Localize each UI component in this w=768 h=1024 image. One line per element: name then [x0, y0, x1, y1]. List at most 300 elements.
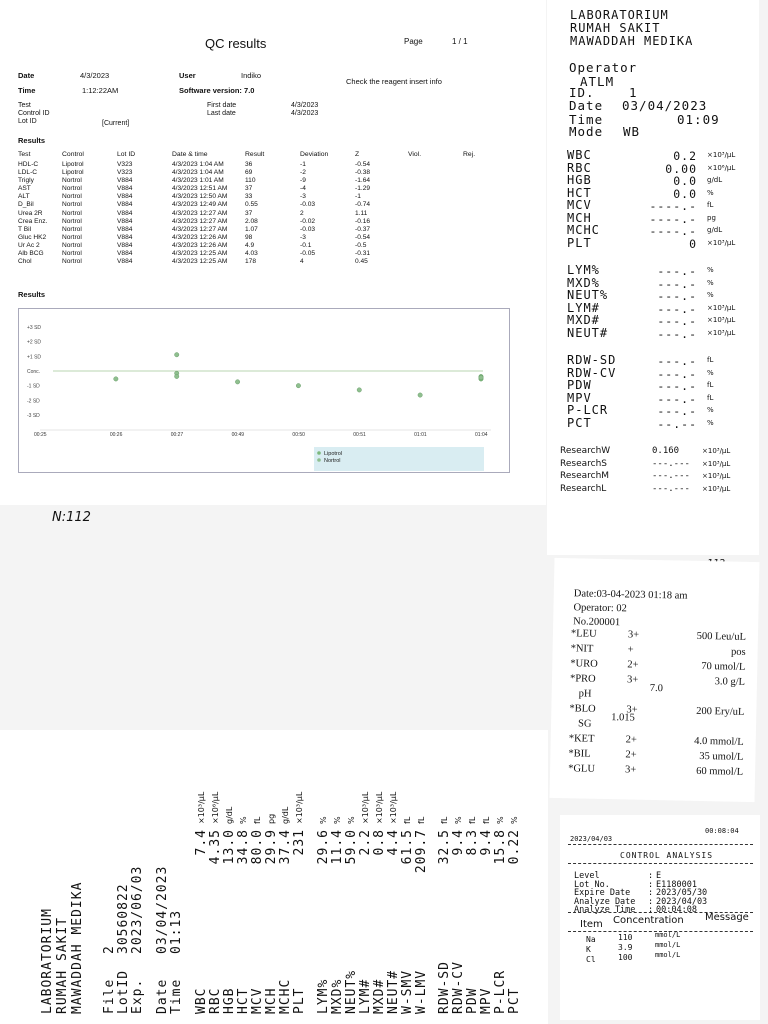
parameter-unit: fL: [707, 381, 714, 389]
research-unit: ×10³/µL: [702, 472, 731, 480]
receipt-field-value: 2023/04/03: [656, 896, 708, 907]
table-cell: V884: [117, 193, 133, 201]
parameter-value: ---.-: [657, 326, 697, 341]
parameter-unit: %: [510, 816, 519, 824]
parameter-value: 8.3: [465, 829, 480, 856]
parameter-unit: ×10³/µL: [707, 316, 736, 324]
table-cell: -0.38: [355, 169, 371, 177]
date-label: Date: [18, 71, 35, 80]
table-cell: 178: [245, 258, 257, 266]
parameter-unit: g/dL: [281, 806, 290, 824]
table-cell: Nortrol: [62, 233, 82, 241]
table-cell: [463, 161, 493, 169]
table-cell: V884: [117, 250, 133, 258]
table-cell: AST: [18, 185, 31, 193]
x-tick-label: 00:49: [231, 432, 245, 438]
divider-line: [568, 863, 753, 864]
table-cell: [463, 226, 493, 234]
receipt-field-label: ID.: [569, 85, 595, 100]
electrolyte-control-receipt: [560, 815, 760, 1020]
page-title: QC results: [205, 36, 267, 51]
urine-param-name: *PRO: [569, 673, 596, 685]
urine-param-value: 3.0 g/L: [714, 676, 746, 688]
table-cell: Urea 2R: [18, 209, 43, 217]
lab-name-line: RUMAH SAKIT: [570, 21, 661, 35]
table-cell: V884: [117, 177, 133, 185]
parameter-value: ----.-: [649, 199, 697, 213]
parameter-name: LYM%: [567, 263, 600, 277]
receipt-field-colon: :: [648, 879, 654, 890]
data-point-nortrol: [114, 377, 118, 381]
x-tick-label: 00:27: [170, 432, 184, 438]
parameter-name: RDW-SD: [437, 961, 452, 1014]
parameter-unit: ×10³/µL: [707, 151, 736, 159]
receipt-field-value: WB: [623, 124, 641, 139]
urine-param-name: *KET: [568, 733, 595, 745]
table-cell: -2: [300, 169, 306, 177]
column-header: Concentration: [613, 915, 684, 926]
table-cell: 98: [245, 233, 253, 241]
table-cell: [408, 177, 463, 185]
data-point-nortrol: [357, 388, 361, 392]
parameter-name: MXD%: [330, 978, 345, 1014]
software-version: Software version: 7.0: [179, 86, 255, 95]
y-tick-label: Conc.: [27, 369, 41, 375]
table-cell: [408, 226, 463, 234]
receipt-field-value: 01:09: [677, 112, 720, 127]
parameter-name: HGB: [222, 987, 237, 1014]
parameter-unit: %: [239, 816, 248, 824]
receipt-field-value: ATLM: [580, 74, 615, 89]
table-cell: -1.64: [355, 177, 371, 185]
parameter-value: 0.0: [673, 174, 697, 188]
electrolyte-item: Na: [586, 935, 596, 944]
electrolyte-value: 100: [618, 953, 633, 962]
parameter-name: MXD#: [567, 313, 600, 327]
x-tick-label: 00:50: [292, 432, 305, 438]
column-header: Message: [705, 912, 749, 923]
table-cell: 1.11: [355, 209, 368, 217]
table-cell: 4.9: [245, 241, 255, 249]
parameter-value: 209.7: [414, 829, 429, 874]
receipt-field-value: 00:04:08: [656, 905, 697, 915]
control-id-label: Control ID: [18, 110, 50, 117]
table-cell: 4/3/2023 12:25 AM: [172, 258, 228, 266]
table-cell: Nortrol: [62, 201, 82, 209]
receipt-field-value: 03/04/2023: [622, 98, 708, 113]
research-unit: ×10³/µL: [702, 447, 731, 455]
y-tick-label: +3 SD: [27, 325, 42, 331]
parameter-unit: ×10³/µL: [707, 238, 736, 247]
receipt-field-value: 01:13: [169, 909, 184, 954]
column-header: Item: [580, 919, 603, 930]
table-cell: Nortrol: [62, 241, 82, 249]
x-tick-label: 00:51: [353, 432, 366, 438]
table-row: [18, 161, 493, 169]
table-cell: [408, 234, 463, 242]
table-row: [18, 218, 493, 226]
x-tick-label: 01:01: [414, 432, 427, 438]
urine-param-value: 500 Leu/uL: [696, 630, 747, 643]
parameter-unit: fL: [253, 816, 262, 824]
receipt-field-label: Time: [569, 112, 604, 127]
table-cell: Trigly: [18, 177, 34, 185]
electrolyte-value: 3.9: [618, 943, 633, 952]
electrolyte-item: Cl: [586, 955, 596, 964]
parameter-value: ---.-: [657, 379, 697, 393]
parameter-value: 2.2: [358, 829, 373, 856]
lab-name-line: MAWADDAH MEDIKA: [70, 881, 85, 1014]
hematology-receipt-rotated-content: [0, 730, 548, 1024]
table-cell: 1.07: [245, 225, 258, 233]
research-value: ---.---: [652, 483, 690, 494]
receipt-field-label: Exp.: [130, 978, 145, 1014]
parameter-value: ---.-: [657, 301, 697, 316]
lab-name-line: MAWADDAH MEDIKA: [570, 34, 694, 48]
receipt-field-colon: :: [648, 905, 654, 915]
data-point-nortrol: [175, 353, 179, 357]
table-cell: -0.74: [355, 201, 371, 209]
receipt-field-label: LotID: [116, 969, 131, 1014]
data-point-nortrol: [296, 383, 300, 387]
parameter-name: MCHC: [567, 223, 600, 237]
urine-param-grade: 2+: [627, 659, 639, 671]
qc-levey-jennings-chart: [19, 309, 509, 472]
table-cell: [463, 185, 493, 193]
parameter-unit: pg: [267, 813, 276, 824]
parameter-unit: ×10³/µL: [375, 791, 384, 824]
legend-marker: [317, 451, 321, 455]
electrolyte-unit: mmol/L: [655, 931, 681, 939]
parameter-unit: ×10³/µL: [707, 328, 736, 337]
receipt-field-colon: :: [648, 896, 654, 907]
parameter-name: HCT: [236, 987, 251, 1014]
parameter-name: MXD#: [372, 978, 387, 1014]
parameter-name: NEUT%: [344, 969, 359, 1014]
urine-param-value: pos: [730, 646, 746, 658]
parameter-value: ---.-: [657, 314, 697, 328]
table-cell: Nortrol: [62, 185, 82, 193]
parameter-unit: ×10³/µL: [295, 791, 304, 824]
lab-name-line: LABORATORIUM: [570, 8, 669, 22]
parameter-value: 0.2: [673, 149, 697, 163]
receipt-date: Date:03-04-2023 01:18 am: [573, 588, 688, 602]
urine-param-value: 200 Ery/uL: [696, 705, 745, 718]
table-cell: [463, 201, 493, 209]
column-header: Lot ID: [117, 151, 136, 158]
table-cell: 4/3/2023 1:04 AM: [172, 161, 224, 168]
table-cell: 4.03: [245, 250, 258, 258]
table-cell: 37: [245, 209, 253, 217]
user-label: User: [179, 71, 196, 80]
research-name: ResearchS: [560, 458, 607, 469]
parameter-unit: fL: [440, 816, 449, 824]
table-cell: 4/3/2023 12:27 AM: [172, 217, 228, 225]
receipt-heading: CONTROL ANALYSIS: [620, 851, 714, 860]
table-cell: 4/3/2023 1:01 AM: [172, 177, 224, 185]
table-row: [18, 226, 493, 234]
urine-param-grade: 3+: [627, 629, 640, 641]
table-cell: Lipotrol: [62, 161, 84, 168]
table-cell: Alb BCG: [18, 250, 44, 258]
parameter-value: 29.9: [264, 829, 279, 865]
y-tick-label: -2 SD: [27, 398, 40, 405]
qc-results-sheet: [0, 0, 546, 525]
table-cell: Nortrol: [62, 193, 82, 201]
parameter-unit: g/dL: [707, 226, 723, 234]
parameter-unit: %: [707, 368, 714, 377]
table-cell: D_Bil: [18, 201, 34, 209]
table-cell: V884: [117, 233, 133, 241]
table-row: [18, 234, 493, 242]
parameter-value: 231: [292, 829, 307, 856]
research-name: ResearchM: [560, 471, 610, 481]
column-header: Rej.: [463, 151, 476, 158]
table-row: [18, 258, 493, 266]
urine-param-value: 70 umol/L: [701, 660, 746, 673]
table-cell: 4/3/2023 12:27 AM: [172, 225, 228, 233]
parameter-name: PLT: [292, 987, 307, 1014]
parameter-value: 9.4: [451, 829, 466, 856]
urine-param-name: *BLO: [569, 703, 596, 715]
urine-param-name: *LEU: [570, 628, 597, 640]
parameter-unit: g/dL: [225, 806, 234, 824]
parameter-value: 0.8: [372, 829, 387, 856]
parameter-value: 7.4: [194, 829, 209, 856]
parameter-unit: fL: [707, 356, 714, 364]
parameter-name: HCT: [567, 185, 592, 200]
table-cell: Nortrol: [62, 258, 82, 266]
receipt-field-label: Expire Date: [574, 888, 631, 898]
receipt-field-label: Mode: [569, 124, 604, 139]
parameter-value: 15.8: [493, 829, 508, 865]
table-cell: 4/3/2023 1:04 AM: [172, 169, 224, 177]
parameter-name: W-LMV: [414, 969, 429, 1014]
hematology-receipt: [547, 0, 759, 555]
parameter-unit: fL: [707, 201, 714, 209]
reagent-note: Check the reagent insert info: [346, 77, 442, 86]
table-cell: -0.03: [300, 201, 316, 209]
parameter-value: ---.-: [657, 289, 697, 303]
parameter-name: LYM#: [358, 978, 373, 1014]
urine-param-name: *URO: [570, 658, 598, 670]
test-label: Test: [18, 102, 31, 109]
parameter-value: 61.5: [400, 829, 415, 865]
urine-param-grade: +: [627, 644, 634, 656]
table-cell: [408, 185, 463, 193]
divider-line: [568, 844, 753, 845]
time-value: 1:12:22AM: [82, 86, 119, 95]
results-heading: Results: [18, 136, 46, 145]
table-row: [18, 177, 493, 185]
parameter-value: ----.-: [649, 211, 697, 226]
research-unit: ×10³/µL: [702, 459, 731, 468]
parameter-name: MCV: [567, 198, 592, 212]
parameter-name: MCH: [567, 210, 592, 225]
table-cell: -4: [300, 185, 306, 193]
lot-id-value: [Current]: [102, 120, 130, 127]
urine-param-value: 4.0 mmol/L: [694, 735, 744, 748]
receipt-date: 2023/04/03: [570, 835, 613, 843]
parameter-name: RBC: [208, 987, 223, 1014]
parameter-unit: %: [707, 418, 714, 427]
receipt-field-label: Operator: [569, 60, 638, 75]
y-tick-label: -3 SD: [27, 413, 40, 419]
urine-param-value: 60 mmol/L: [696, 765, 744, 778]
parameter-unit: %: [707, 406, 714, 414]
parameter-unit: ×10⁶/µL: [707, 163, 736, 172]
table-cell: 4/3/2023 12:50 AM: [172, 193, 228, 201]
electrolyte-item: K: [586, 945, 591, 954]
table-cell: ALT: [18, 193, 30, 201]
y-tick-label: +1 SD: [27, 354, 42, 361]
table-cell: Gluc HK2: [18, 233, 47, 241]
parameter-value: 80.0: [250, 829, 265, 865]
last-date-value: 4/3/2023: [291, 110, 319, 117]
parameter-name: MPV: [567, 390, 592, 405]
table-cell: 0.45: [355, 258, 368, 266]
column-header: Test: [18, 151, 31, 158]
table-cell: -1: [300, 161, 306, 168]
table-cell: V884: [117, 241, 133, 249]
table-cell: LDL-C: [18, 169, 38, 177]
parameter-value: 0.00: [665, 161, 697, 176]
parameter-value: ---.-: [657, 276, 697, 291]
time-label: Time: [18, 86, 36, 95]
parameter-unit: %: [319, 816, 328, 824]
table-cell: V884: [117, 185, 133, 193]
electrolyte-unit: mmol/L: [655, 951, 681, 959]
table-cell: 4/3/2023 12:27 AM: [172, 209, 228, 217]
parameter-name: RDW-SD: [567, 353, 617, 367]
urine-param-grade: 3+: [626, 674, 639, 686]
urine-param-value: 35 umol/L: [699, 750, 744, 763]
parameter-name: NEUT%: [567, 288, 609, 302]
column-header: Deviation: [300, 151, 329, 158]
parameter-value: --.--: [657, 416, 697, 431]
table-cell: -0.37: [355, 225, 371, 233]
parameter-unit: %: [454, 816, 463, 824]
research-value: ---.---: [652, 458, 690, 469]
y-tick-label: +2 SD: [27, 339, 42, 346]
table-cell: HDL-C: [18, 161, 39, 168]
table-row: [18, 210, 493, 218]
table-cell: T Bil: [18, 225, 32, 233]
x-tick-label: 00:26: [109, 432, 123, 438]
page-number: 1 / 1: [452, 37, 468, 46]
parameter-unit: fL: [482, 816, 491, 824]
parameter-name: P-LCR: [493, 969, 508, 1014]
research-name: ResearchW: [560, 446, 611, 456]
parameter-value: 34.8: [236, 829, 251, 865]
table-cell: -0.16: [355, 217, 371, 225]
receipt-number: No.200001: [573, 616, 621, 629]
table-cell: [463, 218, 493, 226]
receipt-field-value: E1180001: [656, 879, 697, 890]
legend-label: Nortrol: [324, 458, 341, 464]
parameter-name: RBC: [567, 160, 592, 175]
table-cell: -0.5: [355, 241, 367, 249]
table-cell: [408, 250, 463, 258]
lot-id-label: Lot ID: [18, 118, 37, 125]
table-cell: V884: [117, 225, 133, 233]
urine-param-grade: 3+: [624, 764, 637, 776]
table-cell: V884: [117, 258, 133, 266]
qc-results-table: [18, 151, 493, 266]
research-value: 0.160: [652, 446, 680, 456]
parameter-name: PDW: [567, 378, 592, 392]
urine-param-name: pH: [578, 688, 592, 700]
table-cell: [408, 258, 463, 266]
parameter-value: ---.-: [657, 391, 697, 406]
table-cell: [408, 242, 463, 250]
table-cell: 110: [245, 177, 256, 185]
receipt-field-label: Analyze Time: [574, 905, 636, 915]
handwritten-note: N:112: [52, 510, 91, 525]
table-cell: [463, 258, 493, 266]
table-cell: -0.54: [355, 233, 371, 241]
table-cell: 4/3/2023 12:25 AM: [172, 250, 228, 258]
table-cell: -0.02: [300, 217, 316, 225]
table-cell: 37: [245, 185, 253, 193]
table-cell: V884: [117, 209, 133, 217]
receipt-field-value: 30560822: [116, 883, 131, 954]
parameter-value: 0.0: [673, 186, 697, 201]
data-point-nortrol: [175, 374, 179, 378]
parameter-unit: ×10⁶/µL: [211, 791, 220, 824]
parameter-name: PDW: [465, 987, 480, 1014]
receipt-field-label: Time: [169, 978, 184, 1014]
parameter-name: MPV: [479, 987, 494, 1014]
parameter-value: ---.-: [657, 264, 697, 278]
parameter-value: ---.-: [657, 366, 697, 381]
column-header: Result: [245, 151, 265, 158]
parameter-value: ----.-: [649, 224, 697, 238]
table-cell: -3: [300, 233, 306, 241]
parameter-unit: fL: [707, 393, 714, 402]
parameter-unit: %: [707, 278, 714, 287]
parameter-unit: fL: [417, 816, 426, 824]
urine-param-value: 7.0: [649, 682, 664, 695]
table-cell: -0.54: [355, 161, 371, 168]
parameter-unit: %: [707, 266, 714, 274]
research-unit: ×10³/µL: [702, 484, 731, 493]
parameter-name: P-LCR: [567, 403, 609, 417]
table-cell: Nortrol: [62, 250, 82, 258]
receipt-field-value: 2023/05/30: [656, 888, 708, 898]
table-cell: Crea Enz.: [18, 217, 48, 225]
receipt-field-value: 1: [629, 85, 638, 100]
table-cell: 4/3/2023 12:26 AM: [172, 241, 228, 249]
first-date-label: First date: [207, 102, 237, 109]
parameter-unit: %: [707, 291, 714, 299]
table-cell: Nortrol: [62, 217, 82, 225]
parameter-name: MCHC: [278, 978, 293, 1014]
table-cell: -0.05: [300, 250, 316, 258]
electrolyte-unit: mmol/L: [655, 941, 681, 949]
parameter-unit: ×10³/µL: [197, 791, 206, 824]
table-cell: [408, 201, 463, 209]
legend-label: Lipotrol: [324, 451, 343, 457]
data-point-nortrol: [479, 375, 483, 379]
results-heading-2: Results: [18, 290, 46, 299]
parameter-name: NEUT#: [567, 325, 609, 340]
table-cell: 2: [300, 209, 304, 217]
parameter-unit: g/dL: [707, 176, 723, 184]
receipt-field-label: File: [102, 978, 117, 1014]
parameter-unit: ×10³/µL: [361, 791, 370, 824]
parameter-value: 32.5: [437, 829, 452, 865]
